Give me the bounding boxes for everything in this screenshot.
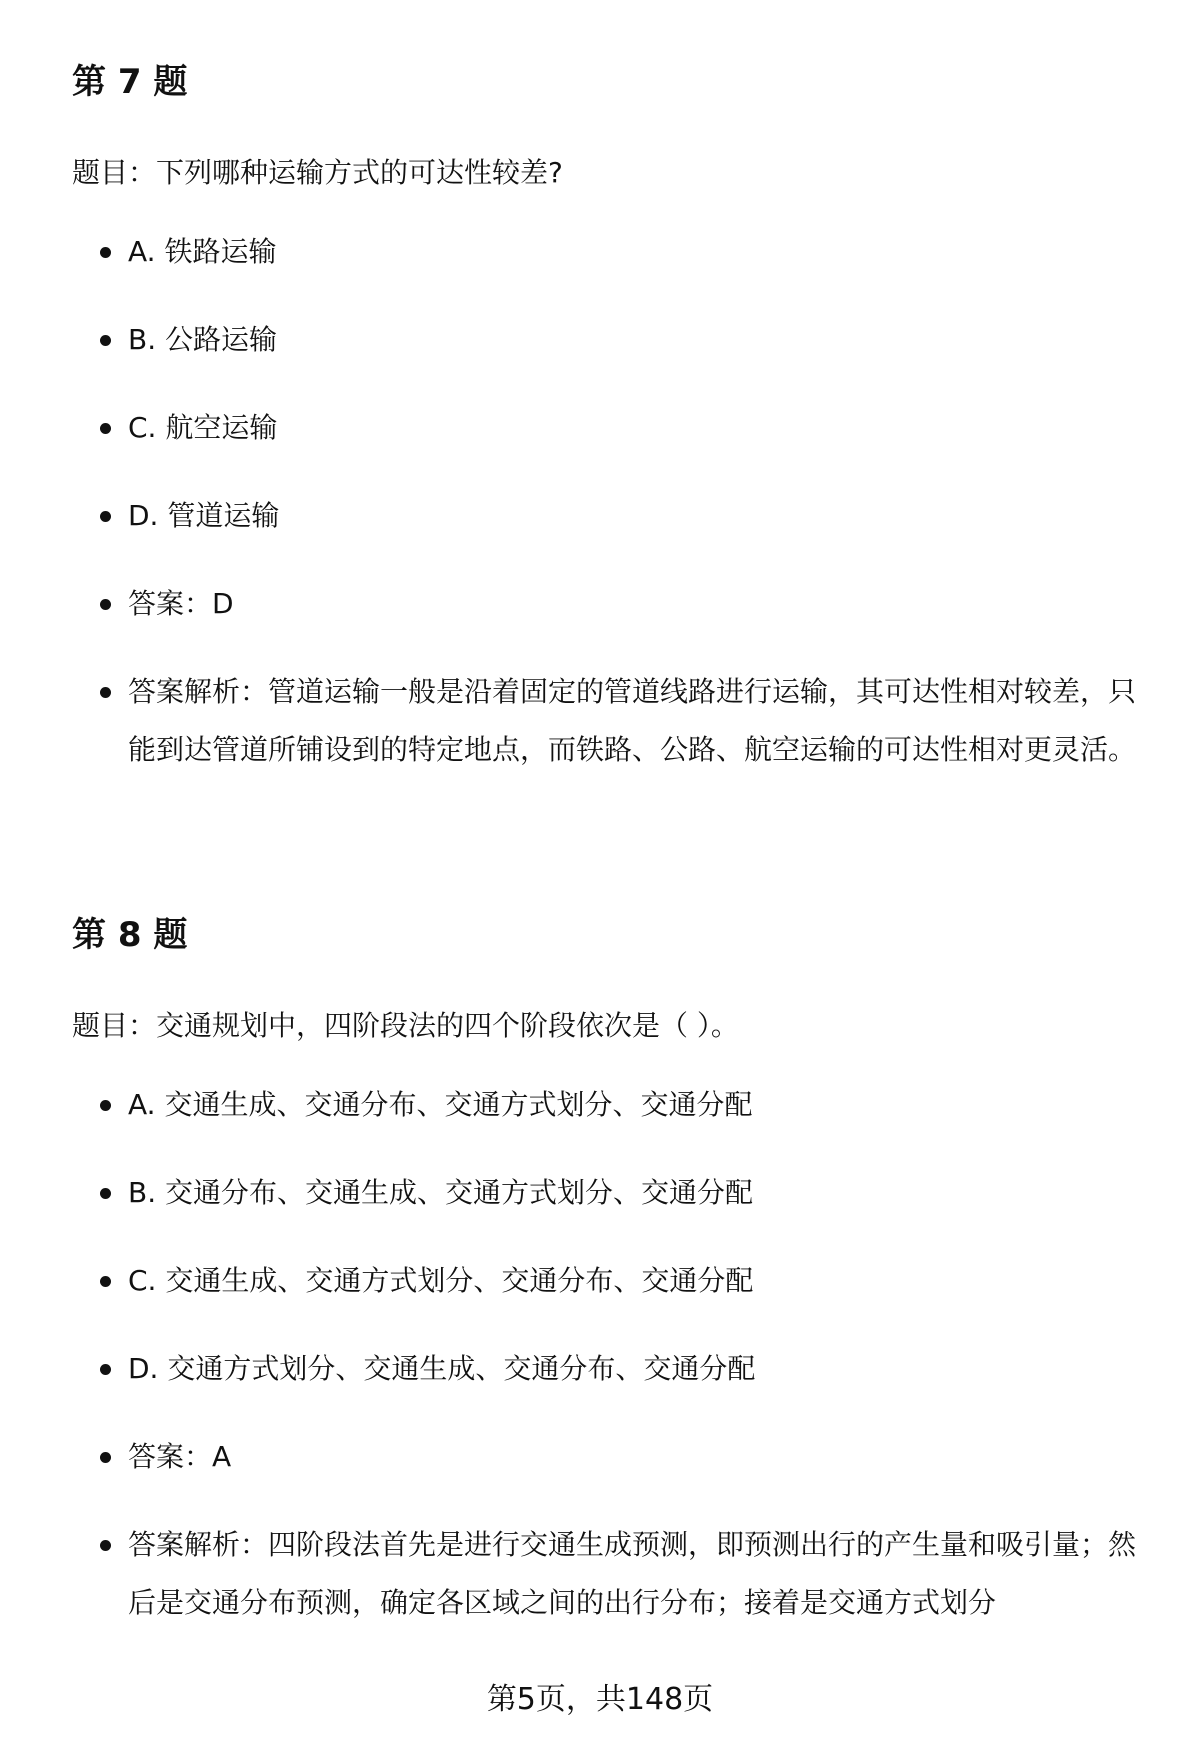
bullet-icon <box>100 599 111 610</box>
option-d <box>72 487 1152 545</box>
question-7 <box>72 62 1152 779</box>
question-title: 第 7 题 <box>72 62 188 102</box>
bullet-icon <box>100 1540 111 1551</box>
option-text: D. 交通方式划分、交通生成、交通分布、交通分配 <box>128 1352 756 1386</box>
answer-item <box>72 1428 1152 1486</box>
option-b <box>72 311 1152 369</box>
option-list <box>72 223 1152 779</box>
option-text: D. 管道运输 <box>128 499 280 533</box>
option-c <box>72 399 1152 457</box>
option-text: B. 交通分布、交通生成、交通方式划分、交通分配 <box>128 1176 754 1210</box>
bullet-icon <box>100 423 111 434</box>
analysis-item <box>72 663 1152 779</box>
bullet-icon <box>100 1364 111 1375</box>
option-text: A. 交通生成、交通分布、交通方式划分、交通分配 <box>128 1088 753 1122</box>
bullet-icon <box>100 1100 111 1111</box>
answer-item <box>72 575 1152 633</box>
option-b <box>72 1164 1152 1222</box>
option-list <box>72 1076 1152 1632</box>
question-8 <box>72 915 1152 1632</box>
analysis-text: 答案解析：四阶段法首先是进行交通生成预测，即预测出行的产生量和吸引量；然后是交通分布预测，确定各区域之间的出行分布；接着是交通方式划分 <box>128 1528 1137 1620</box>
bullet-icon <box>100 1452 111 1463</box>
bullet-icon <box>100 1188 111 1199</box>
question-stem: 题目：下列哪种运输方式的可达性较差? <box>72 155 563 189</box>
bullet-icon <box>100 687 111 698</box>
option-text: A. 铁路运输 <box>128 235 277 269</box>
option-a <box>72 1076 1152 1134</box>
option-text: C. 交通生成、交通方式划分、交通分布、交通分配 <box>128 1264 754 1298</box>
bullet-icon <box>100 335 111 346</box>
analysis-text: 答案解析：管道运输一般是沿着固定的管道线路进行运输，其可达性相对较差，只能到达管道所铺设到的特定地点，而铁路、公路、航空运输的可达性相对更灵活。 <box>128 675 1137 767</box>
answer-text: 答案：A <box>128 1440 232 1474</box>
option-c <box>72 1252 1152 1310</box>
option-text: B. 公路运输 <box>128 323 278 357</box>
page-number: 第5页，共148页 <box>486 1682 714 1717</box>
question-stem: 题目：交通规划中，四阶段法的四个阶段依次是（ ）。 <box>72 1008 739 1042</box>
option-a <box>72 223 1152 281</box>
answer-text: 答案：D <box>128 587 234 621</box>
question-title: 第 8 题 <box>72 915 188 955</box>
option-d <box>72 1340 1152 1398</box>
bullet-icon <box>100 511 111 522</box>
option-text: C. 航空运输 <box>128 411 278 445</box>
bullet-icon <box>100 247 111 258</box>
bullet-icon <box>100 1276 111 1287</box>
analysis-item <box>72 1516 1152 1632</box>
